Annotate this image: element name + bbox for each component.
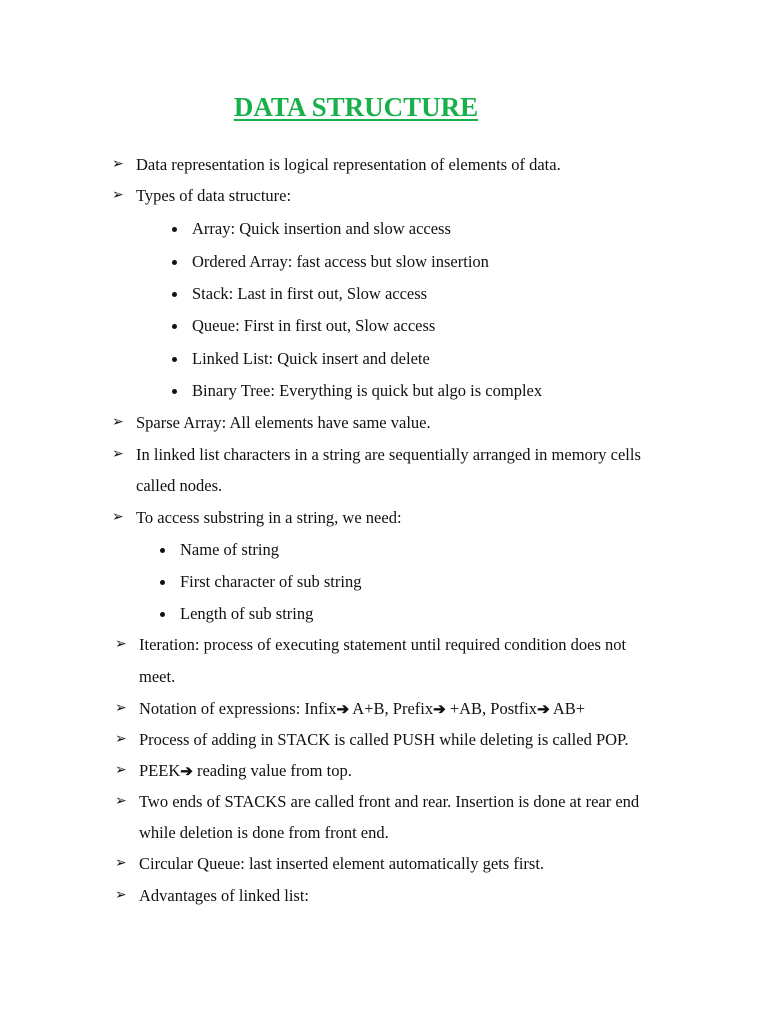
- arrow-bullet-icon: ➢: [112, 447, 124, 462]
- paragraph-circular-queue: Circular Queue: last inserted element automatically gets first.: [139, 854, 545, 873]
- bullet-dot-icon: [172, 260, 177, 265]
- right-arrow-icon: ➔: [537, 702, 550, 718]
- bullet-dot-icon: [172, 227, 177, 232]
- bullet-dot-icon: [160, 580, 165, 585]
- arrow-bullet-icon: ➢: [115, 637, 127, 652]
- list-item-binary-tree: Binary Tree: Everything is quick but algo is complex: [192, 381, 543, 400]
- paragraph-notation: Notation of expressions: Infix➔ A+B, Prefix➔ +AB, Postfix➔ AB+: [139, 699, 586, 718]
- arrow-bullet-icon: ➢: [112, 157, 124, 172]
- right-arrow-icon: ➔: [336, 702, 350, 718]
- page-title: DATA STRUCTURE: [233, 92, 479, 122]
- paragraph-iteration-line1: Iteration: process of executing statement until required condition does not: [139, 635, 627, 654]
- bullet-dot-icon: [172, 389, 177, 394]
- list-item-array: Array: Quick insertion and slow access: [192, 219, 451, 238]
- arrow-bullet-icon: ➢: [112, 188, 124, 203]
- paragraph-push-pop: Process of adding in STACK is called PUSH while deleting is called POP.: [139, 730, 629, 749]
- bullet-dot-icon: [160, 612, 165, 617]
- list-item-stack: Stack: Last in first out, Slow access: [192, 284, 428, 303]
- bullet-dot-icon: [160, 548, 165, 553]
- paragraph-sparse-array: Sparse Array: All elements have same value.: [136, 413, 431, 432]
- bullet-dot-icon: [172, 324, 177, 329]
- bullet-dot-icon: [172, 357, 177, 362]
- paragraph-iteration-line2: meet.: [139, 667, 176, 686]
- arrow-bullet-icon: ➢: [115, 732, 127, 747]
- arrow-bullet-icon: ➢: [115, 763, 127, 778]
- list-item-ordered-array: Ordered Array: fast access but slow insertion: [192, 252, 489, 271]
- arrow-bullet-icon: ➢: [112, 415, 124, 430]
- arrow-bullet-icon: ➢: [112, 510, 124, 525]
- list-item-linked-list: Linked List: Quick insert and delete: [192, 349, 430, 368]
- right-arrow-icon: ➔: [180, 764, 193, 780]
- paragraph-substring-heading: To access substring in a string, we need:: [136, 508, 402, 527]
- arrow-bullet-icon: ➢: [115, 794, 127, 809]
- arrow-bullet-icon: ➢: [115, 856, 127, 871]
- arrow-bullet-icon: ➢: [115, 701, 127, 716]
- paragraph-stack-ends-line1: Two ends of STACKS are called front and rear. Insertion is done at rear end: [139, 792, 640, 811]
- bullet-dot-icon: [172, 292, 177, 297]
- list-item-name-of-string: Name of string: [180, 540, 279, 559]
- paragraph-linked-list-line2: called nodes.: [136, 476, 223, 495]
- paragraph-data-representation: Data representation is logical representation of elements of data.: [136, 155, 561, 174]
- paragraph-advantages-heading: Advantages of linked list:: [139, 886, 310, 905]
- right-arrow-icon: ➔: [433, 702, 446, 718]
- paragraph-linked-list-line1: In linked list characters in a string are sequentially arranged in memory cells: [136, 445, 641, 464]
- paragraph-types-heading: Types of data structure:: [136, 186, 292, 205]
- paragraph-peek: PEEK➔ reading value from top.: [139, 761, 352, 780]
- list-item-length-substring: Length of sub string: [180, 604, 314, 623]
- paragraph-stack-ends-line2: while deletion is done from front end.: [139, 823, 389, 842]
- list-item-queue: Queue: First in first out, Slow access: [192, 316, 436, 335]
- list-item-first-character: First character of sub string: [180, 572, 362, 591]
- arrow-bullet-icon: ➢: [115, 888, 127, 903]
